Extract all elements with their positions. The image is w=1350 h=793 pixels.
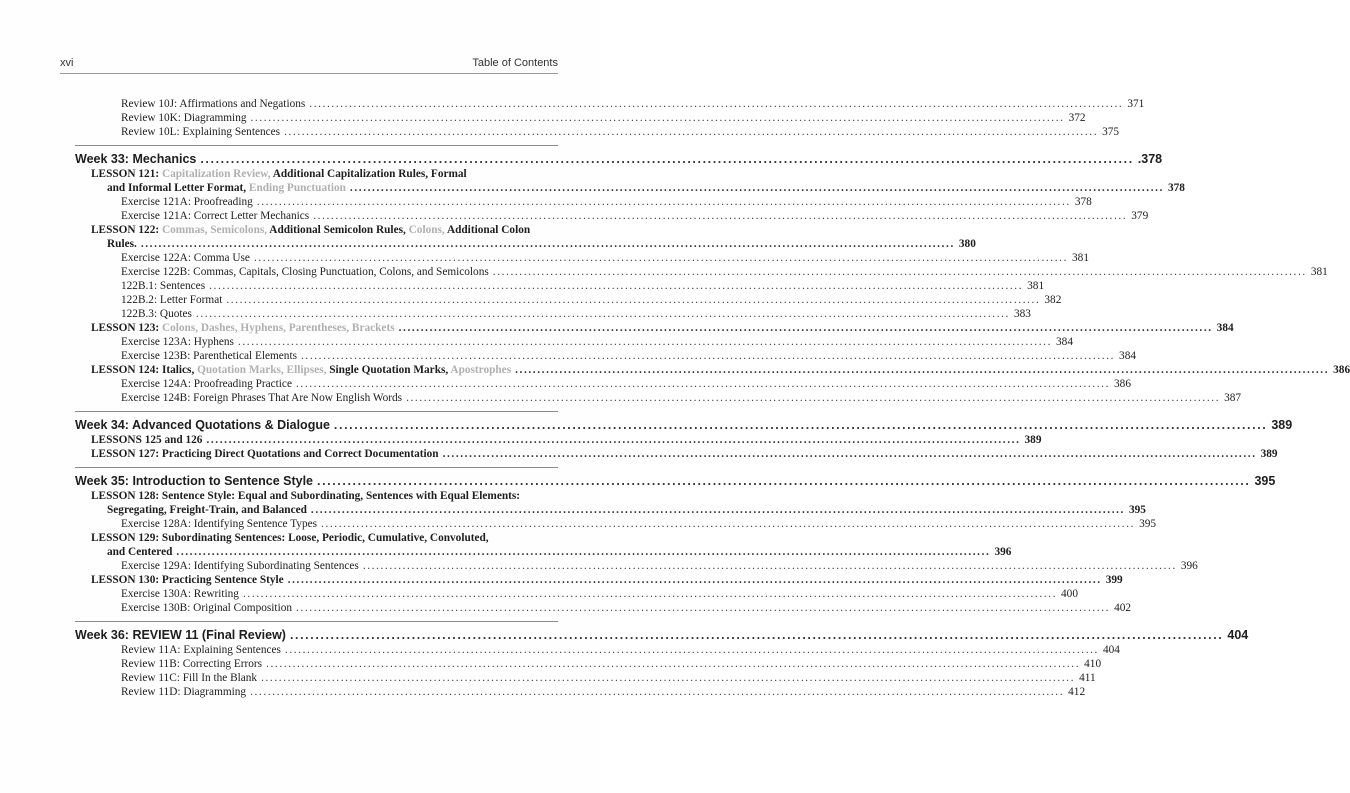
toc-entry: Exercise 124A: Proofreading Practice ..... 386	[75, 377, 558, 391]
lesson-heading: LESSON 127: Practicing Direct Quotations and Correct Documentation ..... 389	[75, 447, 558, 461]
lesson-heading-cont: and Centered ..... 396	[75, 545, 558, 559]
toc-entry: Review 10K: Diagramming ..... 372	[75, 111, 558, 125]
toc-entry: Exercise 123A: Hyphens ..... 384	[75, 335, 558, 349]
toc-entry: Review 10L: Explaining Sentences ..... 375	[75, 125, 558, 139]
toc-entry: Review 11B: Correcting Errors ..... 410	[75, 657, 558, 671]
toc-entry: Exercise 129A: Identifying Subordinating Sentences ..... 396	[75, 559, 558, 573]
week-heading: Week 36: REVIEW 11 (Final Review) ..... 404	[75, 627, 558, 643]
toc-entry: Exercise 122A: Comma Use ..... 381	[75, 251, 558, 265]
lesson-heading: LESSON 129: Subordinating Sentences: Loose, Periodic, Cumulative, Convoluted,	[91, 532, 489, 544]
section-divider	[75, 467, 558, 468]
toc-entry: Exercise 122B: Commas, Capitals, Closing Punctuation, Colons, and Semicolons ..... 381	[75, 265, 558, 279]
table-of-contents	[75, 97, 1350, 699]
lesson-heading-cont: Rules. ..... 380	[75, 237, 558, 251]
section-divider	[75, 145, 558, 146]
toc-entry: Review 11D: Diagramming ..... 412	[75, 685, 558, 699]
lesson-heading: LESSON 124: Italics, Quotation Marks, Ellipses, Single Quotation Marks, Apostrophes ..... 386	[75, 363, 558, 377]
lesson-heading: LESSON 122: Commas, Semicolons, Additional Semicolon Rules, Colons, Additional Colon	[91, 224, 531, 236]
lesson-heading: LESSON 121: Capitalization Review, Additional Capitalization Rules, Formal	[91, 168, 467, 180]
toc-entry: 122B.2: Letter Format ..... 382	[75, 293, 558, 307]
section-divider	[75, 621, 558, 622]
toc-entry: Exercise 130B: Original Composition ..... 402	[75, 601, 558, 615]
lesson-heading-cont: and Informal Letter Format, Ending Punctuation ..... 378	[75, 181, 558, 195]
toc-entry: Exercise 123B: Parenthetical Elements ..... 384	[75, 349, 558, 363]
lesson-heading: LESSONS 125 and 126 ..... 389	[75, 433, 558, 447]
section-divider	[75, 411, 558, 412]
toc-entry: 122B.3: Quotes ..... 383	[75, 307, 558, 321]
week-heading: Week 34: Advanced Quotations & Dialogue ..... 389	[75, 417, 558, 433]
toc-entry: Exercise 124B: Foreign Phrases That Are Now English Words ..... 387	[75, 391, 558, 405]
toc-entry: 122B.1: Sentences ..... 381	[75, 279, 558, 293]
toc-entry: Exercise 121A: Proofreading ..... 378	[75, 195, 558, 209]
toc-entry: Exercise 128A: Identifying Sentence Types ..... 395	[75, 517, 558, 531]
toc-entry: Review 11C: Fill In the Blank ..... 411	[75, 671, 558, 685]
toc-entry: Exercise 130A: Rewriting ..... 400	[75, 587, 558, 601]
running-header: Table of Contents	[472, 57, 558, 69]
lesson-heading: LESSON 123: Colons, Dashes, Hyphens, Parentheses, Brackets ..... 384	[75, 321, 558, 335]
lesson-heading: LESSON 128: Sentence Style: Equal and Subordinating, Sentences with Equal Elements:	[91, 490, 521, 502]
week-heading: Week 33: Mechanics ..... .378	[75, 151, 558, 167]
toc-entry: Review 10J: Affirmations and Negations ..... 371	[75, 97, 558, 111]
header-rule	[60, 73, 558, 74]
week-heading: Week 35: Introduction to Sentence Style ..... 395	[75, 473, 558, 489]
lesson-heading-cont: Segregating, Freight-Train, and Balanced ..... 395	[75, 503, 558, 517]
toc-entry: Exercise 121A: Correct Letter Mechanics ..... 379	[75, 209, 558, 223]
lesson-heading: LESSON 130: Practicing Sentence Style ..... 399	[75, 573, 558, 587]
page-number: xvi	[60, 57, 74, 69]
toc-entry: Review 11A: Explaining Sentences ..... 404	[75, 643, 558, 657]
